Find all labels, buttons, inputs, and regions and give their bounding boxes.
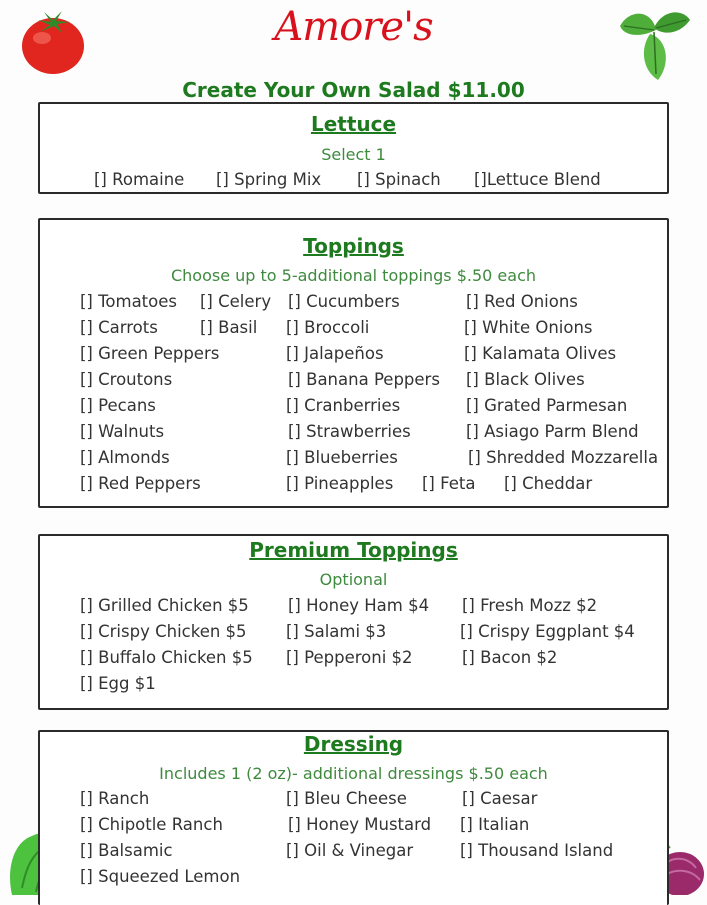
option-squeezed-lemon[interactable]: [] Squeezed Lemon [80,867,241,886]
option-bacon[interactable]: [] Bacon $2 [462,648,558,667]
premium-toppings-section [38,534,669,710]
option-egg[interactable]: [] Egg $1 [80,674,156,693]
option-bleu-cheese[interactable]: [] Bleu Cheese [286,789,407,808]
option-kalamata-olives[interactable]: [] Kalamata Olives [464,344,617,363]
option-strawberries[interactable]: [] Strawberries [288,422,411,441]
premium-title: Premium Toppings [249,538,458,562]
dressing-subtitle: Includes 1 (2 oz)- additional dressings $.50 each [159,764,548,783]
option-cranberries[interactable]: [] Cranberries [286,396,401,415]
checkbox: [] [474,170,487,189]
option-croutons[interactable]: [] Croutons [80,370,173,389]
option-balsamic[interactable]: [] Balsamic [80,841,173,860]
option-cheddar[interactable]: [] Cheddar [504,474,593,493]
option-asiago-parm-blend[interactable]: [] Asiago Parm Blend [466,422,639,441]
option-caesar[interactable]: [] Caesar [462,789,538,808]
option-walnuts[interactable]: [] Walnuts [80,422,165,441]
page-title: Create Your Own Salad $11.00 [182,78,525,102]
option-honey-mustard[interactable]: [] Honey Mustard [288,815,432,834]
premium-subtitle: Optional [319,570,388,589]
option-green-peppers[interactable]: [] Green Peppers [80,344,220,363]
dressing-title: Dressing [303,732,404,756]
lettuce-section [38,102,669,194]
option-spring-mix[interactable]: [] Spring Mix [216,170,322,189]
option-grated-parmesan[interactable]: [] Grated Parmesan [466,396,628,415]
option-broccoli[interactable]: [] Broccoli [286,318,370,337]
option-crispy-chicken[interactable]: [] Crispy Chicken $5 [80,622,247,641]
option-pepperoni[interactable]: [] Pepperoni $2 [286,648,413,667]
option-salami[interactable]: [] Salami $3 [286,622,387,641]
option-basil[interactable]: [] Basil [200,318,258,337]
option-shredded-mozzarella[interactable]: [] Shredded Mozzarella [468,448,659,467]
option-tomatoes[interactable]: [] Tomatoes [80,292,177,311]
option-banana-peppers[interactable]: [] Banana Peppers [288,370,440,389]
lettuce-subtitle: Select 1 [321,145,386,164]
option-blueberries[interactable]: [] Blueberries [286,448,398,467]
option-jalapenos[interactable]: [] Jalapeños [286,344,384,363]
option-grilled-chicken[interactable]: [] Grilled Chicken $5 [80,596,249,615]
option-italian[interactable]: [] Italian [460,815,530,834]
option-cucumbers[interactable]: [] Cucumbers [288,292,400,311]
option-celery[interactable]: [] Celery [200,292,272,311]
option-red-peppers[interactable]: [] Red Peppers [80,474,201,493]
option-spinach[interactable]: [] Spinach [357,170,441,189]
option-black-olives[interactable]: [] Black Olives [466,370,585,389]
checkbox: [] [357,170,370,189]
option-fresh-mozz[interactable]: [] Fresh Mozz $2 [462,596,598,615]
toppings-title: Toppings [303,234,404,258]
toppings-section [38,218,669,508]
lettuce-title: Lettuce [310,112,397,136]
option-lettuce-blend[interactable]: []Lettuce Blend [474,170,601,189]
option-feta[interactable]: [] Feta [422,474,476,493]
option-ranch[interactable]: [] Ranch [80,789,150,808]
option-pineapples[interactable]: [] Pineapples [286,474,394,493]
option-crispy-eggplant[interactable]: [] Crispy Eggplant $4 [460,622,635,641]
option-oil-vinegar[interactable]: [] Oil & Vinegar [286,841,414,860]
brand-logo: Amore's [274,4,433,50]
option-romaine[interactable]: [] Romaine [94,170,185,189]
checkbox: [] [94,170,107,189]
option-pecans[interactable]: [] Pecans [80,396,156,415]
option-thousand-island[interactable]: [] Thousand Island [460,841,614,860]
option-white-onions[interactable]: [] White Onions [464,318,593,337]
option-almonds[interactable]: [] Almonds [80,448,170,467]
option-red-onions[interactable]: [] Red Onions [466,292,578,311]
option-carrots[interactable]: [] Carrots [80,318,158,337]
option-honey-ham[interactable]: [] Honey Ham $4 [288,596,430,615]
dressing-section [38,730,669,905]
option-chipotle-ranch[interactable]: [] Chipotle Ranch [80,815,223,834]
toppings-subtitle: Choose up to 5-additional toppings $.50 each [170,266,537,285]
checkbox: [] [216,170,229,189]
option-buffalo-chicken[interactable]: [] Buffalo Chicken $5 [80,648,253,667]
